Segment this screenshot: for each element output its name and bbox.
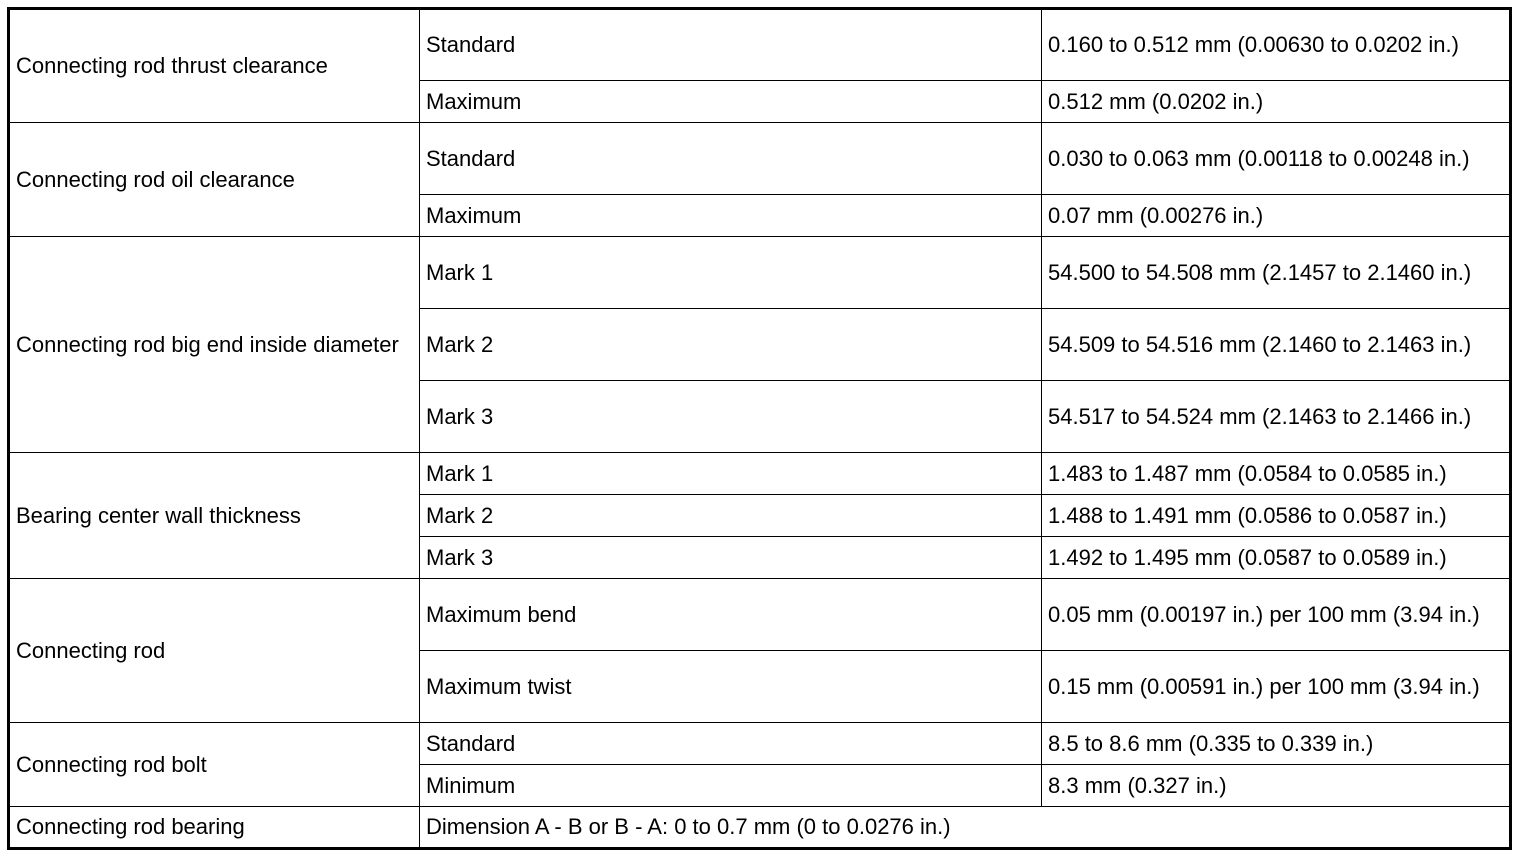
group-name-cell: Connecting rod bbox=[9, 579, 420, 723]
row-label-cell: Maximum bbox=[420, 81, 1042, 123]
spec-table bbox=[7, 7, 1512, 850]
row-label-cell: Minimum bbox=[420, 765, 1042, 807]
row-label-cell: Mark 1 bbox=[420, 237, 1042, 309]
row-label-cell: Standard bbox=[420, 9, 1042, 81]
table-row bbox=[9, 9, 1511, 81]
row-value-cell: 1.488 to 1.491 mm (0.0586 to 0.0587 in.) bbox=[1042, 495, 1511, 537]
row-value-cell: 54.509 to 54.516 mm (2.1460 to 2.1463 in.) bbox=[1042, 309, 1511, 381]
row-value-cell: 0.07 mm (0.00276 in.) bbox=[1042, 195, 1511, 237]
row-value-cell: 54.500 to 54.508 mm (2.1457 to 2.1460 in.) bbox=[1042, 237, 1511, 309]
row-value-cell: 0.512 mm (0.0202 in.) bbox=[1042, 81, 1511, 123]
group-name-cell: Connecting rod thrust clearance bbox=[9, 9, 420, 123]
row-label-cell: Standard bbox=[420, 723, 1042, 765]
row-value-cell: 1.492 to 1.495 mm (0.0587 to 0.0589 in.) bbox=[1042, 537, 1511, 579]
row-value-cell: 0.15 mm (0.00591 in.) per 100 mm (3.94 in.) bbox=[1042, 651, 1511, 723]
row-value-cell: 0.030 to 0.063 mm (0.00118 to 0.00248 in.) bbox=[1042, 123, 1511, 195]
group-name-cell: Connecting rod oil clearance bbox=[9, 123, 420, 237]
row-label-cell: Mark 3 bbox=[420, 537, 1042, 579]
row-value-cell: 54.517 to 54.524 mm (2.1463 to 2.1466 in.) bbox=[1042, 381, 1511, 453]
row-value-cell: Dimension A - B or B - A: 0 to 0.7 mm (0 to 0.0276 in.) bbox=[420, 807, 1511, 849]
row-label-cell: Maximum bend bbox=[420, 579, 1042, 651]
row-label-cell: Standard bbox=[420, 123, 1042, 195]
row-value-cell: 0.05 mm (0.00197 in.) per 100 mm (3.94 in.) bbox=[1042, 579, 1511, 651]
row-label-cell: Maximum bbox=[420, 195, 1042, 237]
row-label-cell: Mark 2 bbox=[420, 495, 1042, 537]
table-row bbox=[9, 237, 1511, 309]
row-label-cell: Maximum twist bbox=[420, 651, 1042, 723]
table-row bbox=[9, 807, 1511, 849]
table-row bbox=[9, 579, 1511, 651]
group-name-cell: Connecting rod big end inside diameter bbox=[9, 237, 420, 453]
row-label-cell: Mark 3 bbox=[420, 381, 1042, 453]
row-value-cell: 0.160 to 0.512 mm (0.00630 to 0.0202 in.) bbox=[1042, 9, 1511, 81]
row-value-cell: 8.3 mm (0.327 in.) bbox=[1042, 765, 1511, 807]
table-row bbox=[9, 453, 1511, 495]
group-name-cell: Connecting rod bearing bbox=[9, 807, 420, 849]
row-label-cell: Mark 1 bbox=[420, 453, 1042, 495]
row-label-cell: Mark 2 bbox=[420, 309, 1042, 381]
row-value-cell: 1.483 to 1.487 mm (0.0584 to 0.0585 in.) bbox=[1042, 453, 1511, 495]
table-row bbox=[9, 723, 1511, 765]
group-name-cell: Bearing center wall thickness bbox=[9, 453, 420, 579]
table-row bbox=[9, 123, 1511, 195]
group-name-cell: Connecting rod bolt bbox=[9, 723, 420, 807]
row-value-cell: 8.5 to 8.6 mm (0.335 to 0.339 in.) bbox=[1042, 723, 1511, 765]
